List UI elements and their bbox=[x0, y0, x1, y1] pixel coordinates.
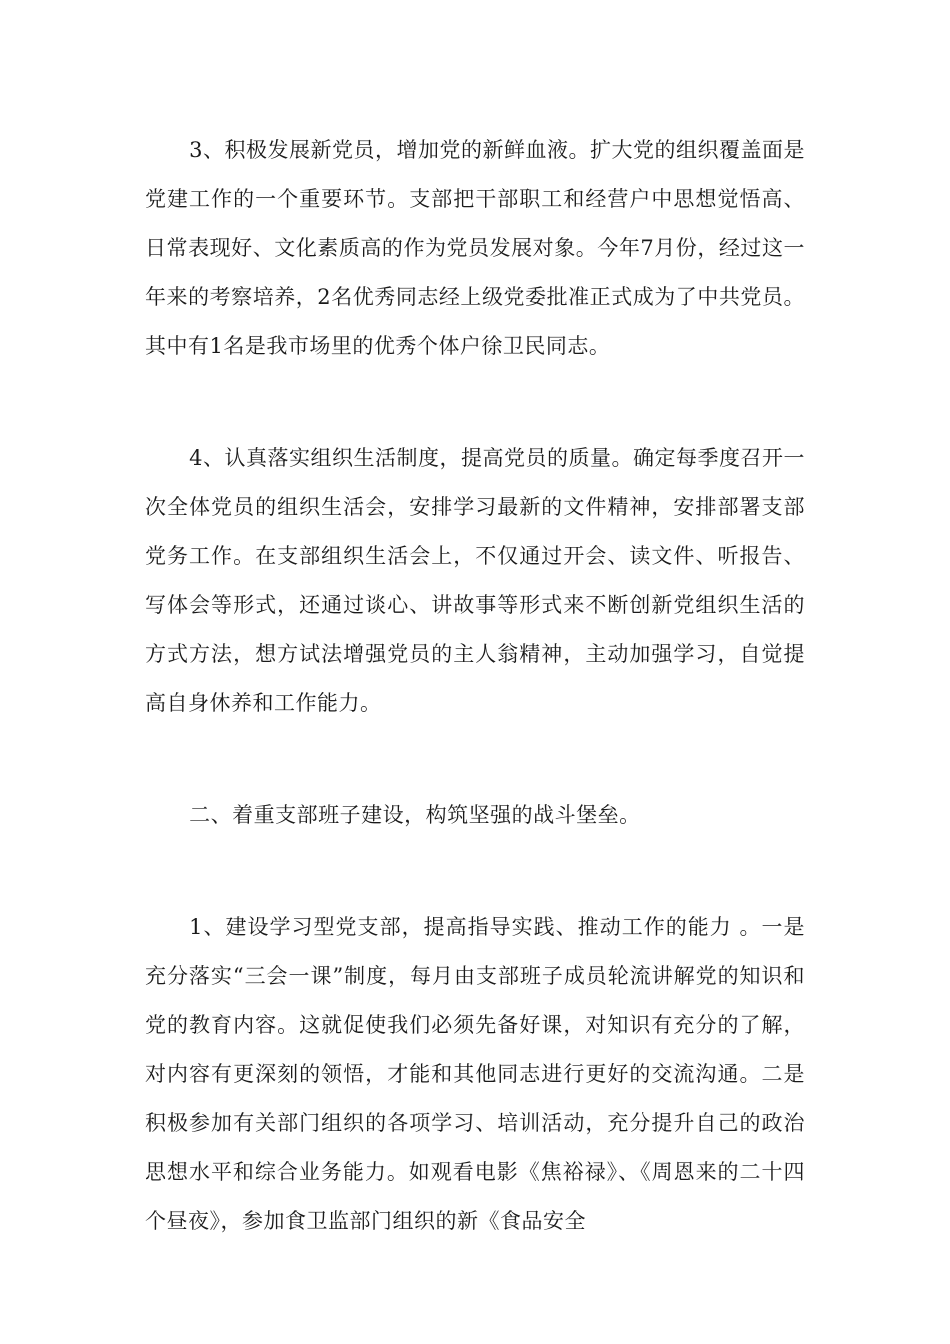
paragraph-organization-life-system: 4、认真落实组织生活制度，提高党员的质量。确定每季度召开一次全体党员的组织生活会，安排学习最新的文件精神，安排部署支部党务工作。在支部组织生活会上，不仅通过开会、读文件、听报告、写体会等形式，还通过谈心、讲故事等形式来不断创新党组织生活的方式方法，想方试法增强党员的主人翁精神，主动加强学习，自觉提高自身休养和工作能力。 bbox=[145, 446, 805, 715]
paragraph-learning-party-branch: 1、建设学习型党支部，提高指导实践、推动工作的能力 。一是充分落实“三会一课”制度，每月由支部班子成员轮流讲解党的知识和党的教育内容。这就促使我们必须先备好课，对知识有充分的了解，对内容有更深刻的领悟，才能和其他同志进行更好的交流沟通。二是积极参加有关部门组织的各项学习、培训活动，充分提升自己的政治思想水平和综合业务能力。如观看电影《焦裕禄》、《周恩来的二十四个昼夜》，参加食卫监部门组织的新《食品安全 bbox=[145, 915, 805, 1233]
document-body bbox=[145, 126, 805, 1246]
paragraph-spacer bbox=[145, 371, 805, 434]
section-heading-branch-construction: 二、着重支部班子建设，构筑坚强的战斗堡垒。 bbox=[189, 803, 641, 827]
paragraph-party-member-development: 3、积极发展新党员，增加党的新鲜血液。扩大党的组织覆盖面是党建工作的一个重要环节。支部把干部职工和经营户中思想觉悟高、日常表现好、文化素质高的作为党员发展对象。今年7月份，经过这一年来的考察培养，2名优秀同志经上级党委批准正式成为了中共党员。其中有1名是我市场里的优秀个体户徐卫民同志。 bbox=[145, 138, 805, 358]
paragraph-spacer bbox=[145, 728, 805, 791]
paragraph-spacer bbox=[145, 840, 805, 903]
